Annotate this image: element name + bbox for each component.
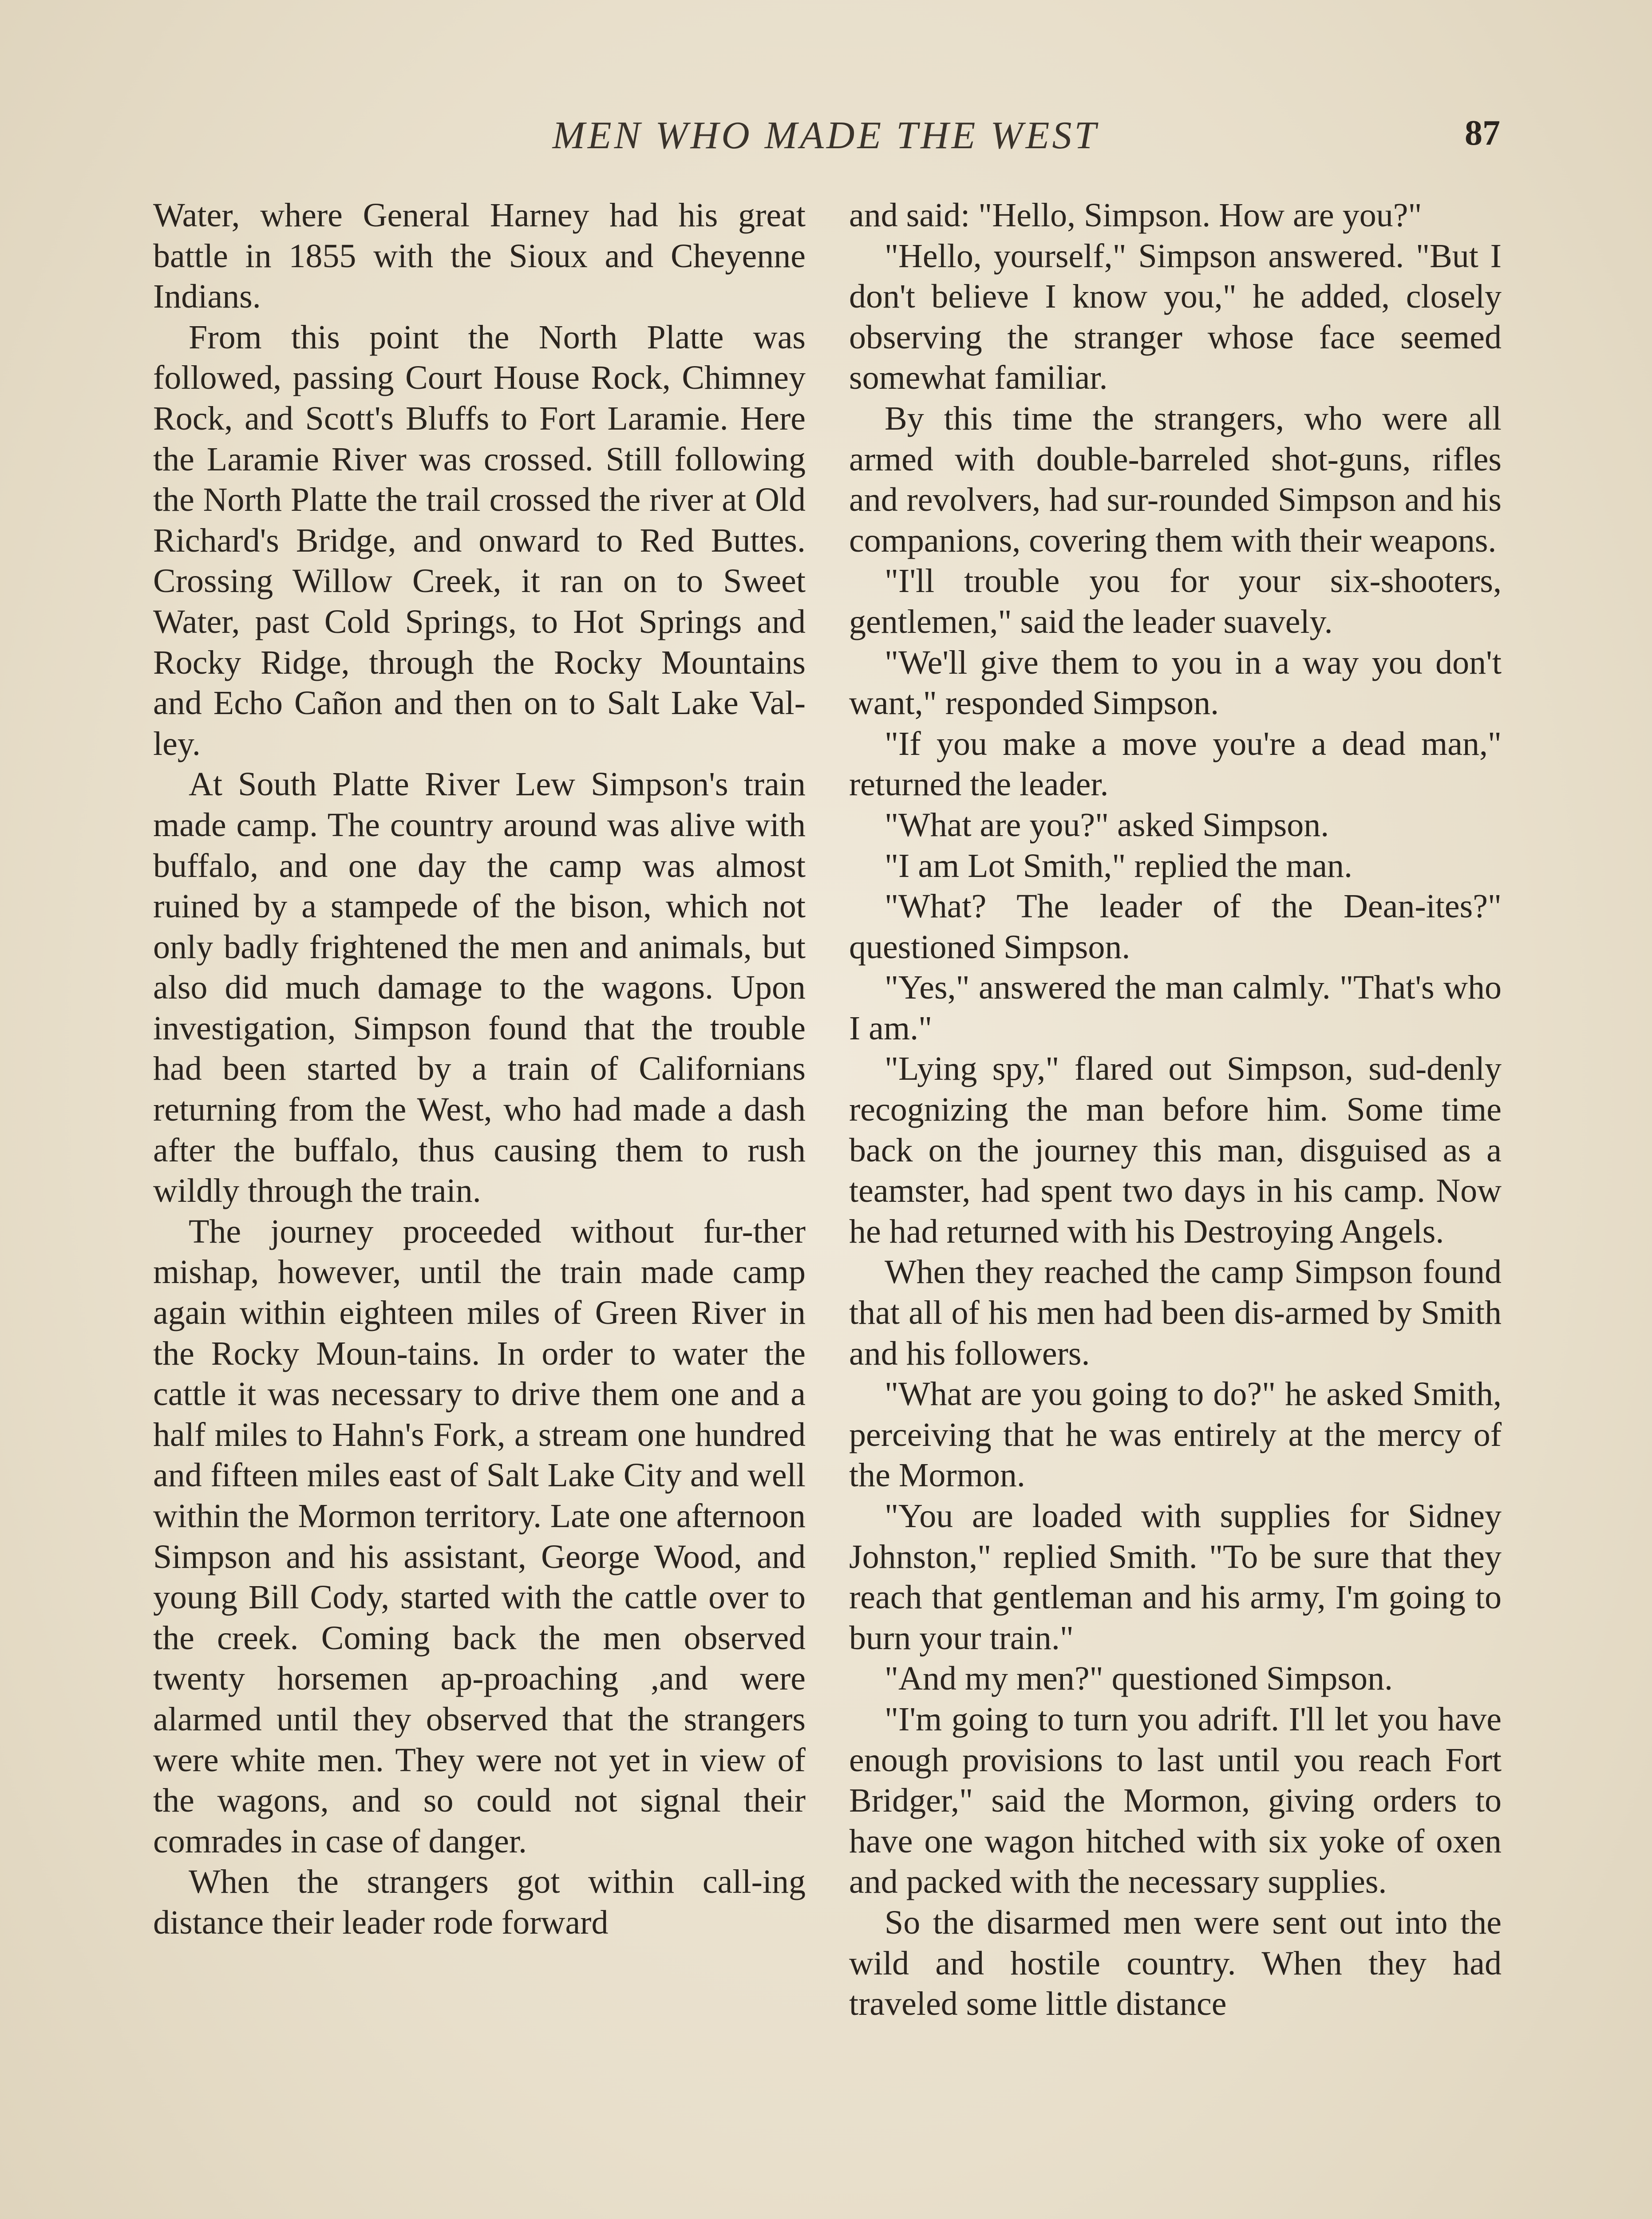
paragraph: "And my men?" questioned Simpson. xyxy=(885,1660,1393,1698)
paragraph: "We'll give them to you in a way you don't want," responded Simpson. xyxy=(849,644,1502,722)
paragraph: The journey proceeded without fur-ther mishap, however, until the train made camp again within eighteen miles of Green River in the Rocky Moun-tains. In order to water the cattle it was necessary to drive them one and a half miles to Hahn's Fork, a stream one hundred and fifteen miles east of Salt Lake City and well within the Mormon territory. Late one afternoon Simpson and his assistant, George Wood, and young Bill Cody, started with the cattle over to the creek. Coming back the men observed twenty horsemen ap-proaching ,and were alarmed until they observed that the strangers were white men. They were not yet in view of the wagons, and so could not signal their comrades in case of danger. xyxy=(153,1212,806,1860)
paragraph: "I'll trouble you for your six-shooters, gentlemen," said the leader suavely. xyxy=(849,562,1502,640)
right-text-column xyxy=(849,195,1502,2025)
paragraph: When they reached the camp Simpson found that all of his men had been dis-armed by Smith and his followers. xyxy=(849,1253,1502,1372)
paragraph: "If you make a move you're a dead man," returned the leader. xyxy=(849,725,1502,803)
paragraph: "What are you?" asked Simpson. xyxy=(885,806,1329,844)
paragraph: "You are loaded with supplies for Sidney Johnston," replied Smith. "To be sure that they reach that gentleman and his army, I'm going to burn your train." xyxy=(849,1497,1502,1657)
paragraph: "What? The leader of the Dean-ites?" questioned Simpson. xyxy=(849,888,1502,966)
paragraph: By this time the strangers, who were all armed with double-barreled shot-guns, rifles and revolvers, had sur-rounded Simpson and his companions, covering them with their weapons. xyxy=(849,399,1502,559)
paragraph: "Hello, yourself," Simpson answered. "But I don't believe I know you," he added, closely observing the stranger whose face seemed somewhat familiar. xyxy=(849,237,1502,397)
running-title: MEN WHO MADE THE WEST xyxy=(552,114,1099,157)
paragraph: From this point the North Platte was followed, passing Court House Rock, Chimney Rock, and Scott's Bluffs to Fort Laramie. Here the Laramie River was crossed. Still following the North Platte the trail crossed the river at Old Richard's Bridge, and onward to Red Buttes. Crossing Willow Creek, it ran on to Sweet Water, past Cold Springs, to Hot Springs and Rocky Ridge, through the Rocky Mountains and Echo Cañon and then on to Salt Lake Val-ley. xyxy=(153,318,806,762)
page-header xyxy=(151,113,1500,162)
paragraph: "What are you going to do?" he asked Smith, perceiving that he was entirely at the mercy of the Mormon. xyxy=(849,1375,1502,1494)
paragraph: So the disarmed men were sent out into the wild and hostile country. When they had traveled some little distance xyxy=(849,1903,1502,2023)
paragraph: Water, where General Harney had his great battle in 1855 with the Sioux and Cheyenne Indians. xyxy=(153,197,806,316)
paragraph: When the strangers got within call-ing distance their leader rode forward xyxy=(153,1863,806,1941)
page-number: 87 xyxy=(1465,114,1500,153)
paragraph: At South Platte River Lew Simpson's train made camp. The country around was alive with buffalo, and one day the camp was almost ruined by a stampede of the bison, which not only badly frightened the men and animals, but also did much damage to the wagons. Upon investigation, Simpson found that the trouble had been started by a train of Californians returning from the West, who had made a dash after the buffalo, thus causing them to rush wildly through the train. xyxy=(153,766,806,1210)
paragraph: "I am Lot Smith," replied the man. xyxy=(885,847,1353,884)
paragraph: "Lying spy," flared out Simpson, sud-denly recognizing the man before him. Some time back on the journey this man, disguised as a teamster, had spent two days in his camp. Now he had returned with his Destroying Angels. xyxy=(849,1050,1502,1250)
paragraph: "Yes," answered the man calmly. "That's who I am." xyxy=(849,969,1502,1047)
paragraph: and said: "Hello, Simpson. How are you?" xyxy=(849,197,1422,234)
paragraph: "I'm going to turn you adrift. I'll let you have enough provisions to last until you reach Fort Bridger," said the Mormon, giving orders to have one wagon hitched with six yoke of oxen and packed with the necessary supplies. xyxy=(849,1700,1502,1901)
left-text-column xyxy=(153,195,806,1943)
